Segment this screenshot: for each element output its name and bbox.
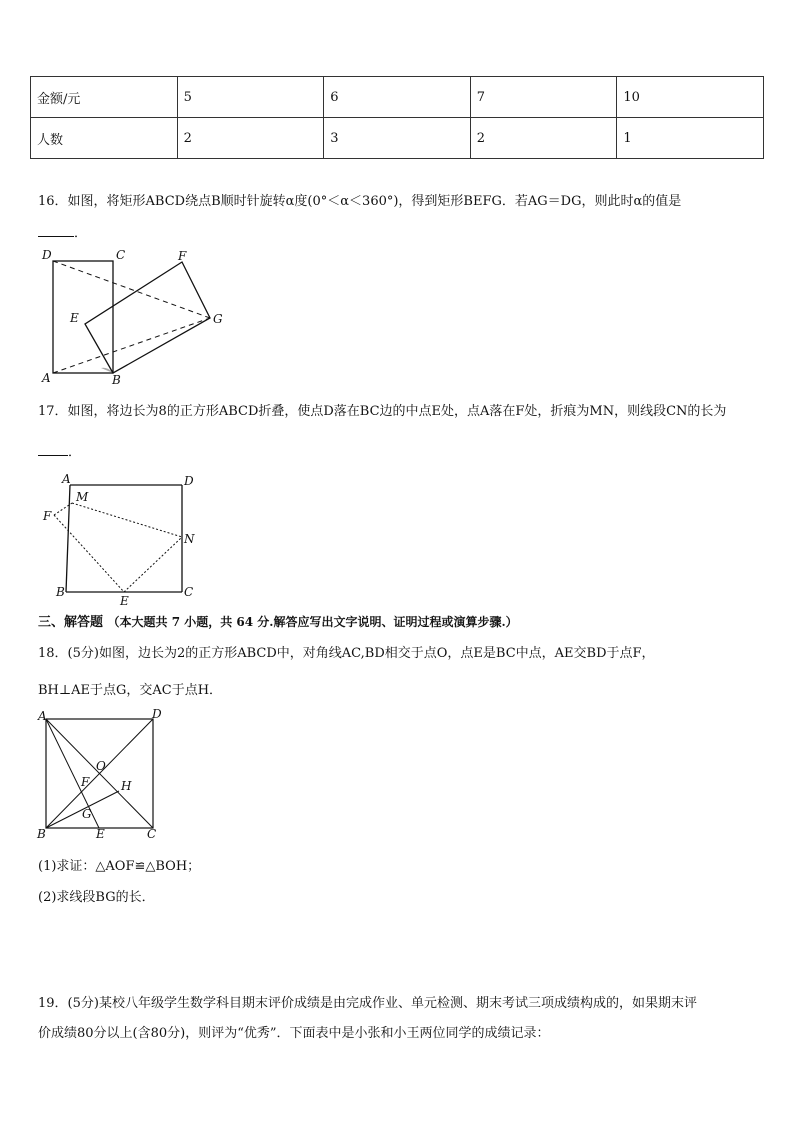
section-title-text: 三、解答题	[38, 615, 104, 630]
table-cell: 人数	[31, 118, 178, 159]
q18-figure	[34, 706, 169, 844]
table-cell: 5	[177, 77, 324, 118]
table-row	[31, 118, 764, 159]
q17-tail: ．	[68, 445, 82, 460]
q18-line2: BH⊥AE于点G，交AC于点H．	[38, 683, 223, 698]
q18-part2: (2)求线段BG的长．	[38, 890, 155, 905]
label-f: F	[43, 509, 52, 523]
segment-fe	[54, 515, 124, 592]
table-cell: 2	[470, 118, 617, 159]
label-a: A	[38, 709, 47, 723]
label-b: B	[56, 585, 65, 599]
label-c: C	[116, 248, 126, 262]
label-h: H	[121, 779, 132, 793]
label-e: E	[70, 311, 79, 325]
q17-figure	[38, 470, 213, 610]
amount-table	[30, 76, 764, 159]
q19-line2: 价成绩80分以上(含80分)，则评为“优秀”．下面表中是小张和小王两位同学的成绩记录：	[38, 1026, 550, 1041]
label-g: G	[213, 312, 223, 326]
q16-answer-blank	[38, 236, 74, 237]
label-d: D	[42, 248, 52, 262]
label-d: D	[184, 474, 194, 488]
label-b: B	[37, 827, 46, 841]
label-b: B	[112, 373, 121, 387]
segment-en	[124, 537, 182, 592]
q19-line1: 19．(5分)某校八年级学生数学科目期末评价成绩是由完成作业、单元检测、期末考试三项成绩构成的，如果期末评	[38, 996, 697, 1011]
table-cell: 2	[177, 118, 324, 159]
section-title	[38, 611, 518, 630]
q17-text: 17．如图，将边长为8的正方形ABCD折叠，使点D落在BC边的中点E处，点A落在F处，折痕为MN，则线段CN的长为	[38, 404, 727, 419]
label-g: G	[82, 807, 92, 821]
q16-text: 16．如图，将矩形ABCD绕点B顺时针旋转α度(0°＜α＜360°)，得到矩形BEFG．若AG＝DG，则此时α的值是	[38, 194, 682, 209]
label-f: F	[178, 249, 187, 263]
table-cell: 6	[324, 77, 471, 118]
table-cell: 10	[617, 77, 764, 118]
label-e: E	[120, 594, 129, 608]
label-o: O	[96, 759, 106, 773]
label-m: M	[76, 490, 89, 504]
table-cell: 3	[324, 118, 471, 159]
rect-befg	[85, 262, 210, 373]
table-cell: 金额/元	[31, 77, 178, 118]
table-cell: 1	[617, 118, 764, 159]
label-c: C	[147, 827, 157, 841]
q16-tail: ．	[74, 226, 88, 241]
label-d: D	[152, 707, 162, 721]
section-note: （本大题共 7 小题，共 64 分.解答应写出文字说明、证明过程或演算步骤.）	[107, 615, 518, 629]
label-n: N	[184, 532, 195, 546]
label-f: F	[81, 775, 90, 789]
q17-answer-blank	[38, 455, 68, 456]
label-c: C	[184, 585, 194, 599]
q16-figure	[30, 244, 240, 389]
segment-ag	[53, 318, 210, 373]
table-row	[31, 77, 764, 118]
table-cell: 7	[470, 77, 617, 118]
side-ab	[66, 485, 70, 592]
crease-mn	[72, 503, 182, 537]
q18-line1: 18．(5分)如图，边长为2的正方形ABCD中，对角线AC,BD相交于点O，点E是BC中点，AE交BD于点F，	[38, 646, 655, 661]
label-a: A	[62, 472, 71, 486]
label-a: A	[42, 371, 51, 385]
label-e: E	[96, 827, 105, 841]
q18-part1: (1)求证：△AOF≌△BOH；	[38, 859, 201, 874]
